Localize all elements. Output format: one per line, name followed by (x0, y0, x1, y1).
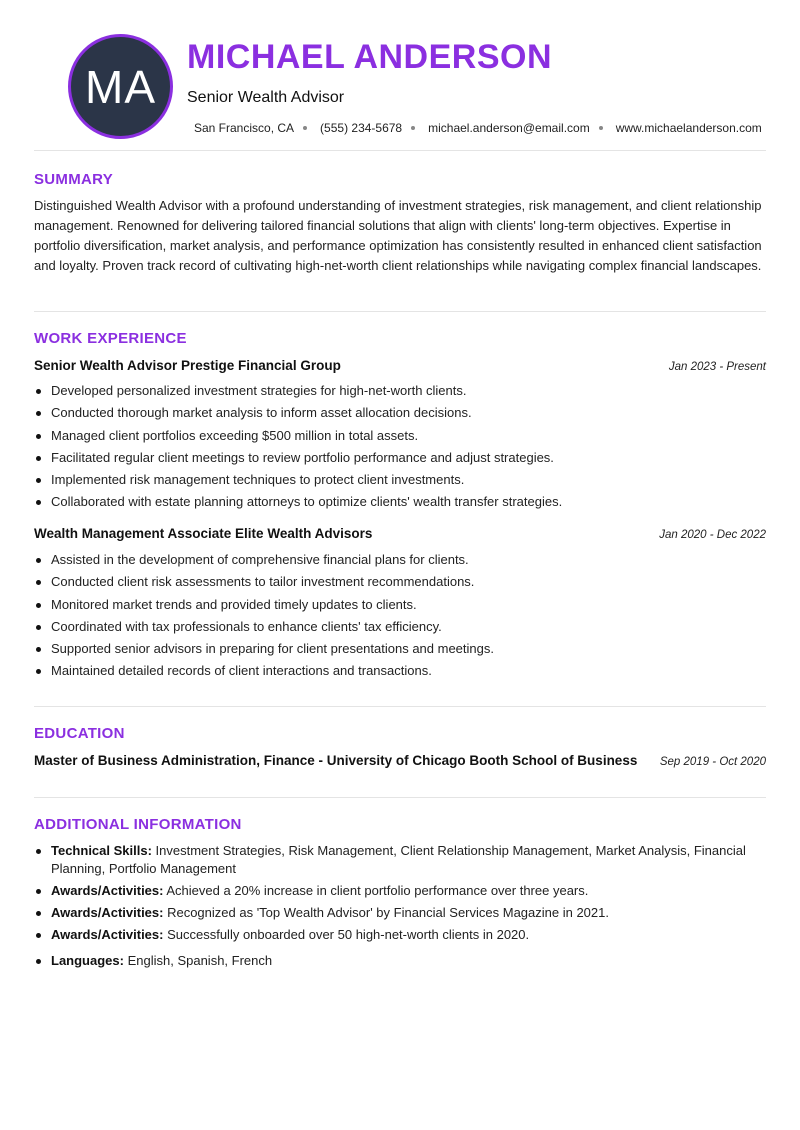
degree-title: Master of Business Administration, Finance - University of Chicago Booth School of Business (34, 753, 638, 768)
list-item: Collaborated with estate planning attorneys to optimize clients' wealth transfer strategies. (34, 491, 766, 513)
summary-heading: SUMMARY (34, 171, 114, 188)
additional-heading: ADDITIONAL INFORMATION (34, 816, 242, 833)
list-item: Facilitated regular client meetings to review portfolio performance and adjust strategies. (34, 447, 766, 469)
list-item (34, 882, 766, 900)
avatar (68, 34, 173, 139)
list-item (34, 952, 766, 970)
job-title: Senior Wealth Advisor Prestige Financial Group (34, 358, 341, 373)
summary-text: Distinguished Wealth Advisor with a profound understanding of investment strategies, risk management, and client relationship management. Renowned for delivering tailored financial solutions that align with clients' long-term objectives. Expertise in portfolio diversification, market analysis, and performance optimization has consistently resulted in enhanced client satisfaction and loyalty. Proven track record of cultivating high-net-worth client relationships while navigating complex financial landscapes. (34, 198, 762, 273)
experience-heading: WORK EXPERIENCE (34, 330, 187, 347)
item-text: Successfully onboarded over 50 high-net-worth clients in 2020. (163, 927, 530, 942)
job-date: Jan 2023 - Present (668, 361, 766, 373)
item-label: Languages: (51, 953, 124, 968)
candidate-name: MICHAEL ANDERSON (187, 38, 553, 76)
job-date: Jan 2020 - Dec 2022 (659, 529, 766, 541)
section-divider (34, 150, 766, 151)
list-item: Monitored market trends and provided timely updates to clients. (34, 594, 766, 616)
resume-header (34, 0, 766, 150)
item-text: Recognized as 'Top Wealth Advisor' by Financial Services Magazine in 2021. (163, 905, 609, 920)
item-label: Technical Skills: (51, 843, 152, 858)
list-item (34, 842, 766, 878)
education-heading: EDUCATION (34, 725, 125, 742)
list-item: Conducted thorough market analysis to inform asset allocation decisions. (34, 402, 766, 424)
item-text: Achieved a 20% increase in client portfolio performance over three years. (163, 883, 589, 898)
additional-list (34, 842, 766, 974)
contact-email[interactable]: michael.anderson@email.com (428, 121, 590, 135)
education-row (34, 753, 766, 768)
list-item (34, 926, 766, 944)
contact-phone: (555) 234-5678 (320, 121, 403, 135)
job-header (34, 526, 766, 541)
job-bullets (34, 549, 766, 683)
job-header (34, 358, 766, 373)
separator-dot-icon (599, 126, 603, 130)
candidate-role: Senior Wealth Advisor (187, 89, 345, 106)
separator-dot-icon (411, 126, 415, 130)
list-item: Assisted in the development of comprehensive financial plans for clients. (34, 549, 766, 571)
list-item: Coordinated with tax professionals to enhance clients' tax efficiency. (34, 616, 766, 638)
avatar-initials: MA (85, 60, 156, 113)
item-text: Investment Strategies, Risk Management, Client Relationship Management, Market Analysis, Financial Planning, Portfolio Management (51, 843, 746, 876)
list-item (34, 904, 766, 922)
item-label: Awards/Activities: (51, 927, 164, 942)
section-divider (34, 311, 766, 312)
contact-bar (194, 121, 762, 135)
contact-website[interactable]: www.michaelanderson.com (615, 121, 762, 135)
job-title: Wealth Management Associate Elite Wealth Advisors (34, 526, 373, 541)
section-divider (34, 797, 766, 798)
list-item: Maintained detailed records of client interactions and transactions. (34, 660, 766, 682)
section-divider (34, 706, 766, 707)
education-date: Sep 2019 - Oct 2020 (659, 756, 766, 768)
list-item: Supported senior advisors in preparing for client presentations and meetings. (34, 638, 766, 660)
list-item: Conducted client risk assessments to tailor investment recommendations. (34, 571, 766, 593)
item-label: Awards/Activities: (51, 905, 164, 920)
list-item: Developed personalized investment strategies for high-net-worth clients. (34, 380, 766, 402)
list-item: Managed client portfolios exceeding $500 million in total assets. (34, 425, 766, 447)
item-text: English, Spanish, French (123, 953, 273, 968)
item-label: Awards/Activities: (51, 883, 164, 898)
separator-dot-icon (303, 126, 307, 130)
list-item: Implemented risk management techniques to protect client investments. (34, 469, 766, 491)
contact-location: San Francisco, CA (194, 121, 295, 135)
job-bullets (34, 380, 766, 514)
